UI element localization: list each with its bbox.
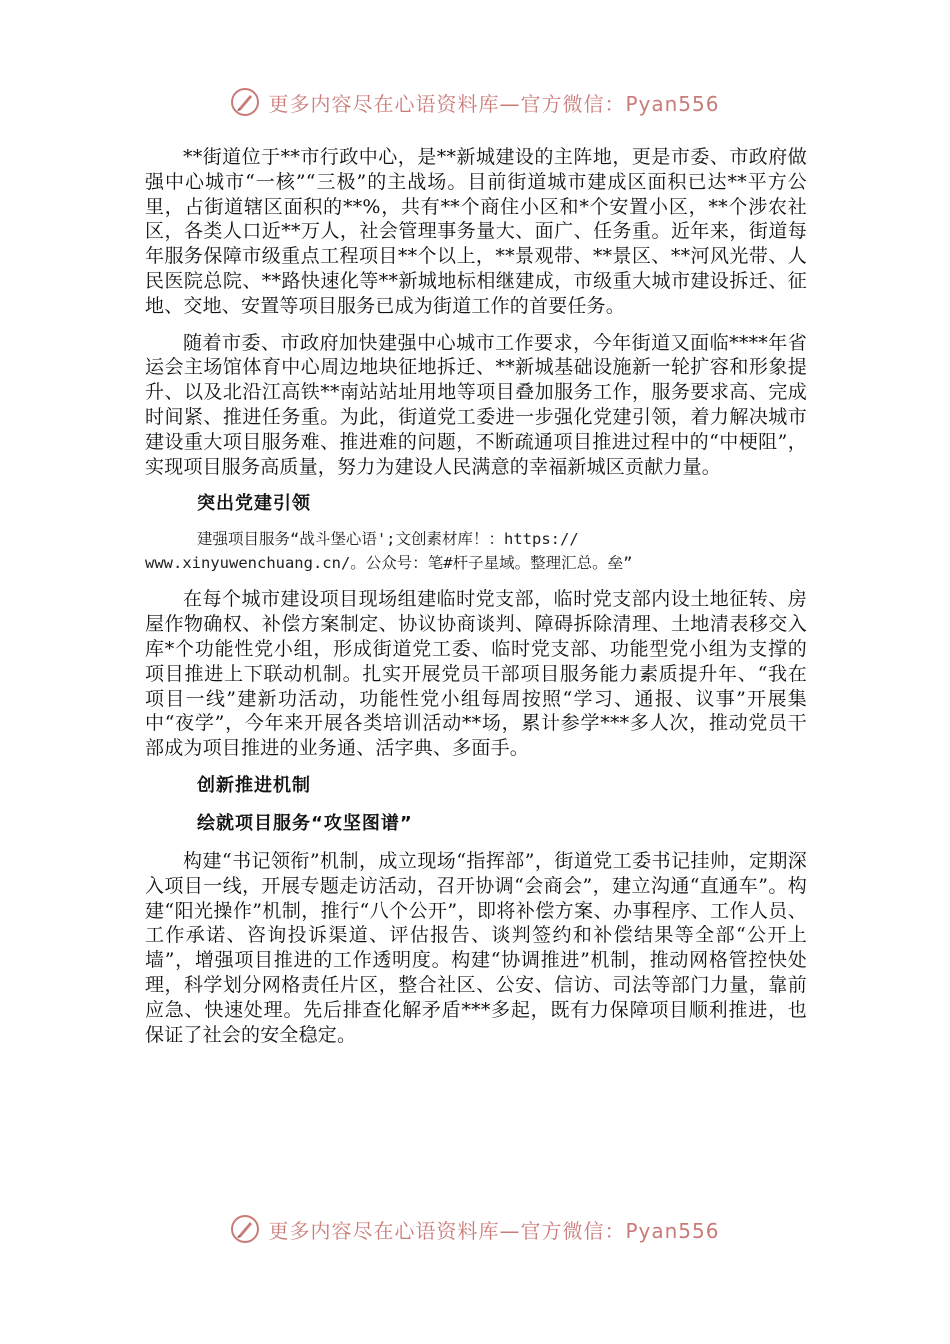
- paragraph-party-branch: 在每个城市建设项目现场组建临时党支部，临时党支部内设土地征转、房屋作物确权、补偿方案制定、协议协商谈判、障碍拆除清理、土地清表移交入库*个功能性党小组，形成街道党工委、临时党支部、功能型党小组为支撑的项目推进上下联动机制。扎实开展党员干部项目服务能力素质提升年、“我在项目一线”建新功活动，功能性党小组每周按照“学习、通报、议事”开展集中“夜学”，今年来开展各类培训活动**场，累计参学***多人次，推动党员干部成为项目推进的业务通、活字典、多面手。: [145, 588, 807, 760]
- source-note: [145, 527, 807, 575]
- pen-circle-logo-icon: [230, 1214, 260, 1244]
- source-note-line-2: www.xinyuwenchuang.cn/。公众号：笔#杆子星域。整理汇总。垒”: [145, 554, 633, 573]
- watermark-footer: [0, 1209, 950, 1249]
- paragraph-mechanisms: 构建“书记领衔”机制，成立现场“指挥部”，街道党工委书记挂帅，定期深入项目一线，开展专题走访活动，召开协调“会商会”，建立沟通“直通车”。构建“阳光操作”机制，推行“八个公开”，即将补偿方案、办事程序、工作人员、工作承诺、咨询投诉渠道、评估报告、谈判签约和补偿结果等全部“公开上墙”，增强项目推进的工作透明度。构建“协调推进”机制，推动网格管控快处理，科学划分网格责任片区，整合社区、公安、信访、司法等部门力量，靠前应急、快速处理。先后排查化解矛盾***多起，既有力保障项目顺利推进，也保证了社会的安全稳定。: [145, 849, 807, 1046]
- section-heading-roadmap: 绘就项目服务“攻坚图谱”: [197, 812, 413, 834]
- paragraph-background: 随着市委、市政府加快建强中心城市工作要求，今年街道又面临****年省运会主场馆体育中心周边地块征地拆迁、**新城基础设施新一轮扩容和形象提升、以及北沿江高铁**南站站址用地等项目叠加服务工作，服务要求高、完成时间紧、推进任务重。为此，街道党工委进一步强化党建引领，着力解决城市建设重大项目服务难、推进难的问题，不断疏通项目推进过程中的“中梗阻”，实现项目服务高质量，努力为建设人民满意的幸福新城区贡献力量。: [145, 331, 807, 478]
- watermark-text: 更多内容尽在心语资料库—官方微信：Pyan556: [268, 1218, 720, 1243]
- watermark-header: [0, 82, 950, 122]
- paragraph-intro: **街道位于**市行政中心，是**新城建设的主阵地，更是市委、市政府做强中心城市“一核”“三极”的主战场。目前街道城市建成区面积已达**平方公里，占街道辖区面积的**%，共有**个商住小区和*个安置小区，**个涉农社区，各类人口近**万人，社会管理事务量大、面广、任务重。近年来，街道每年服务保障市级重点工程项目**个以上，**景观带、**景区、**河风光带、人民医院总院、**路快速化等**新城地标相继建成，市级重大城市建设拆迁、征地、交地、安置等项目服务已成为街道工作的首要任务。: [145, 146, 807, 317]
- source-note-line-1: 建强项目服务“战斗堡心语';文创素材库！：https://: [197, 530, 579, 549]
- section-heading-mechanism: 创新推进机制: [197, 774, 311, 796]
- pen-circle-logo-icon: [230, 87, 260, 117]
- watermark-text: 更多内容尽在心语资料库—官方微信：Pyan556: [268, 91, 720, 116]
- section-heading-party-lead: 突出党建引领: [197, 493, 311, 515]
- document-body: [145, 145, 807, 1047]
